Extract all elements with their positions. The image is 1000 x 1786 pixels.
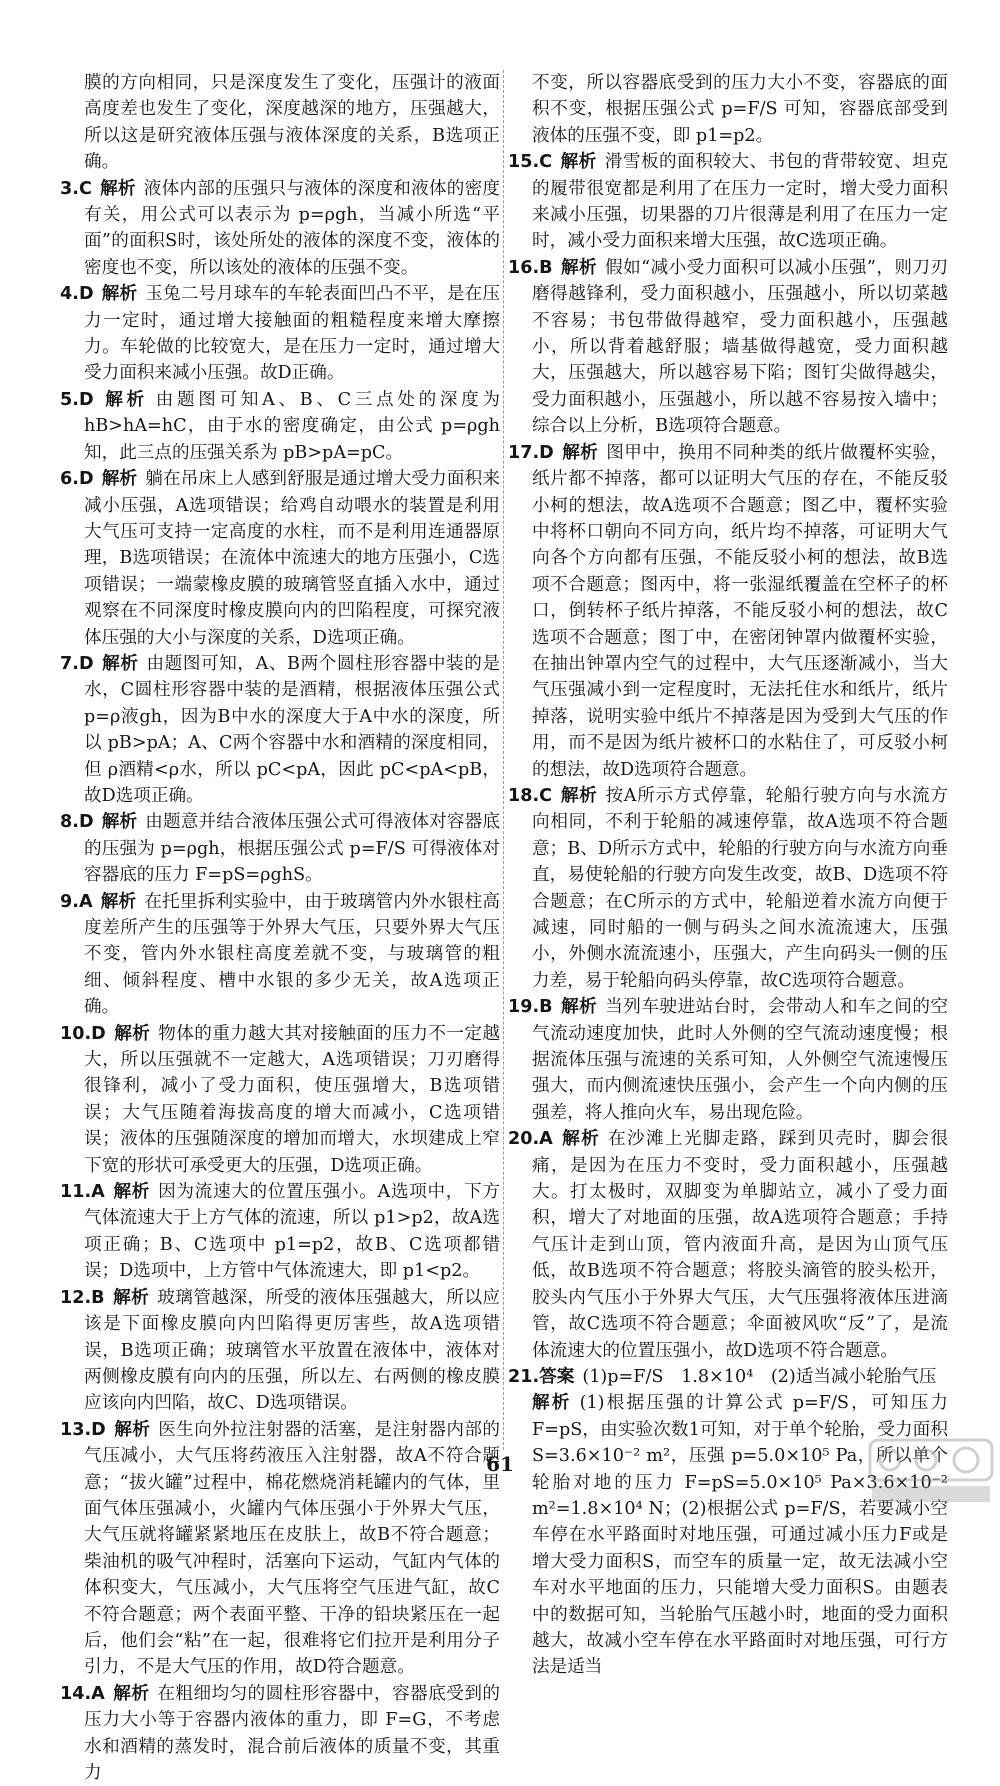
answer-item xyxy=(60,387,500,466)
item-number: 17. xyxy=(508,442,540,463)
item-answer: C xyxy=(539,785,553,806)
item-text: 躺在吊床上人感到舒服是通过增大受力面积来减小压强，A选项错误；给鸡自动喂水的装置是利用大气压可支持一定高度的水柱，而不是利用连通器原理，B选项错误；在流体中流速大的地方压强小，C选项错误；一端蒙橡皮膜的玻璃管竖直插入水中，通过观察在不同深度时橡皮膜向内的凹陷程度，可探究液体压强的大小与深度的关系，D选项正确。 xyxy=(84,469,500,648)
item-tag: 解析 xyxy=(561,442,599,463)
item-text: 由题意并结合液体压强公式可得液体对容器底的压强为 p=ρgh，根据压强公式 p=F/S 可得液体对容器底的压力 F=pS=ρghS。 xyxy=(84,812,500,886)
item-answer: D xyxy=(78,389,94,410)
answer-item xyxy=(60,1179,500,1285)
item-tag: 解析 xyxy=(101,653,139,674)
item-text: 玻璃管越深，所受的液体压强越大，所以应该是下面橡皮膜向内凹陷得更厉害些，故A选项错误，B选项正确；玻璃管水平放置在液体中，液体对两侧橡皮膜有向内的压强，所以左、右两侧的橡皮膜应该向内凹陷，故C、D选项错误。 xyxy=(84,1287,500,1414)
item-tag: 解析 xyxy=(532,1393,572,1414)
item-tag: 解析 xyxy=(101,812,138,833)
item-number: 7. xyxy=(60,653,79,674)
item-tag: 解析 xyxy=(112,1287,150,1308)
item-answer: C xyxy=(539,152,553,173)
answer-item xyxy=(60,809,500,888)
item-number: 21. xyxy=(508,1366,540,1387)
item-tag: 解析 xyxy=(112,1683,150,1704)
item-text: 假如“减小受力面积可以减小压强”，则刀刃磨得越锋利，受力面积越小，压强越小，所以切菜越不容易；书包带做得越窄，受力面积越小，压强越小，所以背着越舒服；墙基做得越宽，受力面积越大，压强越大，所以越容易下陷；图钉尖做得越尖，受力面积越小，压强越小，所以越不容易按入墙中；综合以上分析，B选项符合题意。 xyxy=(532,257,948,437)
answer-item xyxy=(60,176,500,282)
answer-item xyxy=(508,994,948,1126)
item-text: 由题图可知，A、B两个圆柱形容器中装的是水，C圆柱形容器中装的是酒精，根据液体压强公式 p=ρ液gh，因为B中水的深度大于A中水的深度，所以 pB>pA；A、C两个容器中水和酒精的深度相同，但 ρ酒精<ρ水，所以 pC<pA，因此 pC<pA<pB，故D选项正确。 xyxy=(84,653,500,806)
item-tag: 解析 xyxy=(560,152,597,173)
item-answer: D xyxy=(78,653,94,674)
item-number: 13. xyxy=(60,1419,92,1440)
item-text: 滑雪板的面积较大、书包的背带较宽、坦克的履带很宽都是利用了在压力一定时，增大受力面积来减小压强，切果器的刀片很薄是利用了在压力一定时，减小受力面积来增大压强，故C选项正确。 xyxy=(532,152,948,252)
answer-item xyxy=(60,1681,500,1786)
watermark-logo xyxy=(866,1436,996,1506)
item-number: 5. xyxy=(60,389,79,410)
item-number: 16. xyxy=(508,257,540,278)
item-tag: 解析 xyxy=(560,257,598,278)
answer-item xyxy=(508,1126,948,1364)
item-text: 按A所示方式停靠，轮船行驶方向与水流方向相同，不利于轮船的减速停靠，故A选项不符合题意；B、D所示方式中，轮船的行驶方向与水流方向垂直，易使轮船的行驶方向发生改变，故B、D选项不符合题意；在C所示的方式中，轮船逆着水流方向便于减速，同时船的一侧与码头之间水流流速大，压强小，外侧水流流速小，压强大，产生向码头一侧的压力差，易于轮船向码头停靠，故C选项符合题意。 xyxy=(532,785,948,991)
answer-item xyxy=(60,1021,500,1179)
answer-item xyxy=(60,466,500,651)
item-tag: 解析 xyxy=(101,284,138,305)
item-answer: D xyxy=(78,469,94,490)
answer-item xyxy=(60,1285,500,1417)
item-number: 12. xyxy=(60,1287,92,1308)
answer-item xyxy=(508,1364,948,1390)
answer-item xyxy=(508,783,948,994)
item-answer: B xyxy=(539,257,553,278)
item-number: 11. xyxy=(60,1182,92,1203)
item-text: 不变，所以容器底受到的压力大小不变，容器底的面积不变，根据压强公式 p=F/S 可知，容器底部受到液体的压强不变，即 p1=p2。 xyxy=(532,73,948,146)
item-text: 液体内部的压强只与液体的深度和液体的密度有关，用公式可以表示为 p=ρgh，当减小所选“平面”的面积S时，该处所处的液体的深度不变，液体的密度也不变，所以该处的液体的压强不变。 xyxy=(84,178,500,278)
item-tag: 解析 xyxy=(100,891,137,912)
item-number: 10. xyxy=(60,1023,92,1044)
item-text: 当列车驶进站台时，会带动人和车之间的空气流动速度加快，此时人外侧的空气流动速度慢；根据流体压强与流速的关系可知，人外侧空气流速慢压强大，而内侧流速快压强小，会产生一个向内侧的压强差，将人推向火车，易出现危险。 xyxy=(532,997,948,1123)
item-number: 15. xyxy=(508,152,540,173)
item-number: 6. xyxy=(60,469,79,490)
item-answer: C xyxy=(78,178,92,199)
item-tag: 解析 xyxy=(99,178,136,199)
item-number: 20. xyxy=(508,1129,540,1150)
item-number: 18. xyxy=(508,785,540,806)
item-text: (1)p=F/S 1.8×10⁴ (2)适当减小轮胎气压 xyxy=(582,1366,937,1387)
item-number: 14. xyxy=(60,1683,92,1704)
item-answer: B xyxy=(91,1287,105,1308)
item-text: 图甲中，换用不同种类的纸片做覆杯实验，纸片都不掉落，都可以证明大气压的存在，不能反驳小柯的想法，故A选项不合题意；图乙中，覆杯实验中将杯口朝向不同方向，纸片均不掉落，可证明大气向各个方向都有压强，不能反驳小柯的想法，故B选项不合题意；图丙中，将一张湿纸覆盖在空杯子的杯口，倒转杯子纸片掉落，不能反驳小柯的想法，故C选项不合题意；图丁中，在密闭钟罩内做覆杯实验，在抽出钟罩内空气的过程中，大气压逐渐减小，当大气压强减小到一定程度时，无法托住水和纸片，纸片掉落，说明实验中纸片不掉落是因为受到大气压的作用，而不是因为纸片被杯口的水粘住了，可反驳小柯的想法，故D选项符合题意。 xyxy=(532,442,948,780)
item-text: 玉兔二号月球车的车轮表面凹凸不平，是在压力一定时，通过增大接触面的粗糙程度来增大摩擦力。车轮做的比较宽大，是在压力一定时，通过增大受力面积来减小压强。故D正确。 xyxy=(84,284,500,384)
item-number: 3. xyxy=(60,178,79,199)
item-text: 由题图可知A、B、C三点处的深度为 hB>hA=hC，由于水的密度确定，由公式 p=ρgh 知，此三点的压强关系为 pB>pA=pC。 xyxy=(84,389,500,463)
item-number: 9. xyxy=(60,891,79,912)
answer-item xyxy=(508,70,948,149)
left-column xyxy=(60,70,500,1786)
answer-item xyxy=(60,70,500,176)
column-divider xyxy=(503,70,504,1450)
item-tag: 解析 xyxy=(101,389,148,410)
answer-item xyxy=(60,651,500,809)
item-text: 在粗细均匀的圆柱形容器中，容器底受到的压力大小等于容器内液体的重力，即 F=G，不考虑水和酒精的蒸发时，混合前后液体的质量不变，其重力 xyxy=(84,1683,500,1783)
item-answer: D xyxy=(78,812,94,833)
item-answer: A xyxy=(91,1182,105,1203)
item-answer: D xyxy=(78,284,94,305)
answer-item xyxy=(508,440,948,783)
item-answer: B xyxy=(539,997,553,1018)
item-answer: D xyxy=(91,1419,106,1440)
answer-item xyxy=(60,281,500,387)
item-text: 医生向外拉注射器的活塞，是注射器内部的气压减小，大气压将药液压入注射器，故A不符合题意；“拔火罐”过程中，棉花燃烧消耗罐内的气体，里面气体压强减小，火罐内气体压强小于外界大气压，大气压就将罐紧紧地压在皮肤上，故B不符合题意；柴油机的吸气冲程时，活塞向下运动，气缸内气体的体积变大，气压减小，大气压将空气压进气缸，故C不符合题意；两个表面平整、干净的铅块紧压在一起后，他们会“粘”在一起，很难将它们拉开是利用分子引力，不是大气压的作用，故D符合题意。 xyxy=(84,1419,500,1678)
item-tag: 解析 xyxy=(113,1023,151,1044)
item-answer: A xyxy=(91,1683,105,1704)
item-text: (1)根据压强的计算公式 p=F/S，可知压力 F=pS，由实验次数1可知，对于单个轮胎，受力面积 S=3.6×10⁻² m²，压强 p=5.0×10⁵ Pa，所以单个轮胎对地的压力 F=pS=5.0×10⁵ Pa×3.6×10⁻² m²=1.8×10⁴ N；(2)根据公式 p=F/S，若要减小空车停在水平路面时对地压强，可通过减小压力F或是增大受力面积S，而空车的质量一定，故无法减小空车对水平地面的压力，只能增大受力面积S。由题表中的数据可知，当轮胎气压越小时，地面的受力面积越大，故减小空车停在水平路面时对地压强，可行方法是适当 xyxy=(532,1393,948,1678)
item-tag: 解析 xyxy=(560,1129,601,1150)
item-answer: D xyxy=(91,1023,106,1044)
answer-item xyxy=(508,255,948,440)
item-answer: A xyxy=(539,1129,553,1150)
item-answer: D xyxy=(539,442,554,463)
item-text: 在沙滩上光脚走路，踩到贝壳时，脚会很痛，是因为在压力不变时，受力面积越小，压强越大。打太极时，双脚变为单脚站立，减小了受力面积，增大了对地面的压强，故A选项符合题意；手持气压计走到山顶，管内液面升高，是因为山顶气压低，故B选项不符合题意；将胶头滴管的胶头松开，胶头内气压小于外界大气压，大气压强将液体压进滴管，故C选项不符合题意；伞面被风吹“反”了，是流体流速大的位置压强小，故D选项不符合题意。 xyxy=(532,1129,948,1361)
answer-item xyxy=(508,149,948,255)
item-text: 物体的重力越大其对接触面的压力不一定越大，所以压强就不一定越大，A选项错误；刀刃磨得很锋利，减小了受力面积，使压强增大，B选项错误；大气压随着海拔高度的增大而减小，C选项错误；液体的压强随深度的增加而增大，水坝建成上窄下宽的形状可承受更大的压强，D选项正确。 xyxy=(84,1023,500,1176)
item-tag: 解析 xyxy=(113,1419,151,1440)
item-number: 8. xyxy=(60,812,79,833)
answer-item xyxy=(508,1390,948,1680)
item-tag: 答案 xyxy=(539,1366,575,1387)
item-tag: 解析 xyxy=(560,785,598,806)
item-tag: 解析 xyxy=(112,1182,151,1203)
item-number: 19. xyxy=(508,997,540,1018)
answer-item xyxy=(60,889,500,1021)
item-text: 因为流速大的位置压强小。A选项中，下方气体流速大于上方气体的流速，所以 p1>p2，故A选项正确；B、C选项中 p1=p2，故B、C选项都错误；D选项中，上方管中气体流速大，即 p1<p2。 xyxy=(84,1182,500,1282)
item-text: 在托里拆利实验中，由于玻璃管内外水银柱高度差所产生的压强等于外界大气压，只要外界大气压不变，管内外水银柱高度差就不变，与玻璃管的粗细、倾斜程度、槽中水银的多少无关，故A选项正确。 xyxy=(84,891,500,1018)
item-answer: A xyxy=(78,891,93,912)
item-number: 4. xyxy=(60,284,79,305)
item-text: 膜的方向相同，只是深度发生了变化，压强计的液面高度差也发生了变化，深度越深的地方，压强越大，所以这是研究液体压强与液体深度的关系，B选项正确。 xyxy=(84,73,500,173)
page-number: 61 xyxy=(486,1452,514,1476)
item-tag: 解析 xyxy=(560,997,598,1018)
item-tag: 解析 xyxy=(101,469,138,490)
